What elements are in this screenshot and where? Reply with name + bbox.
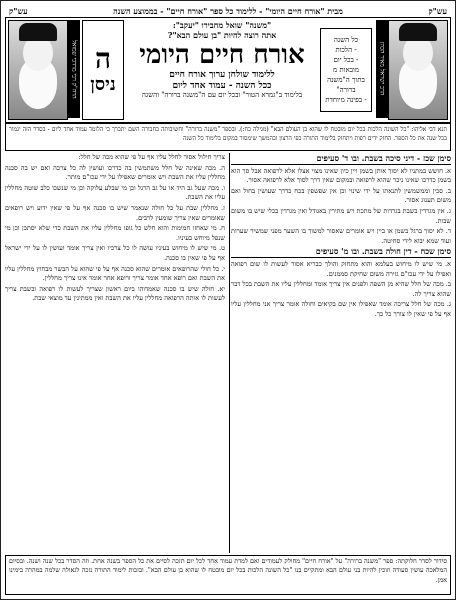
date-number: ה — [94, 42, 112, 75]
paragraph: ה. מכה שאינה של חלל משתמשין בה כדרכו ועושין לה כל צרכה ואם יש בה סכנה מחללין עליו את השבת ויש אומרים שאפילו על ידי עכו"ם מותר. — [5, 163, 225, 182]
intro-box: תנא דבי אליהו: "כל השונה הלכות בכל יום מובטח לו שהוא בן העולם הבא" (מגילה כח:). ובספר "משנה ברורה" וחשיבותה בחבורה השם יתברך כי הלומד עמוד אחד ליום - בסדר הזה יגמור בכל שנה את כל הספר. החזק ידים רפות ויתחזק בלימוד התורה כפי הרצון ובהמשך שימסור במקום בלימוד כל השנה — [5, 123, 451, 151]
top-line — [9, 5, 447, 17]
info-box — [320, 28, 372, 112]
paragraph: צריך חילול אסור לחלל עליו אף על פי שהוא מכה של חלל: — [78, 153, 225, 161]
portrait-left — [8, 20, 68, 120]
info-box-line: בתוך ה"משנה — [327, 76, 365, 84]
portrait-left-caption: הרה"ק רבי מרדכי שמואל — [68, 20, 80, 118]
info-box-line: ברורה" — [336, 86, 356, 94]
section-heading: סימן שכח - דין חולה בשבת. ובו מ' סעיפים — [231, 247, 451, 258]
date-box — [82, 20, 124, 120]
banner-line-3: ללימוד שולחן ערוך אורח חיים — [169, 70, 275, 80]
footer-note: סידור לסדר חלוקתה: ספר "משנה ברורה" על "אורח חיים" מחולק לעמודים ואם למדת עמוד אחד לכל יום תזכה לסיים את כל הספר בשנה אחת. וזה הסדר בכל שנה ושנה. ובסיום המלאכה עושין סעודה וזוכין להיות בני עולם הבא ומתקיים בנו "כל השונה הלכות בכל יום מובטח לו שהוא בן עולם הבא". ובזכות לימוד התורה נזכה לגאולה שלמה במהרה בימינו אמן. — [5, 555, 451, 595]
paragraph: ו. מכה שעל גב היד או על גב הרגל וכן מי שבלע עלוקה וכן מי שנשכו כלב שוטה מחללין עליו את השבת. — [5, 183, 225, 202]
info-box-line: - בפינה מיוחדת — [325, 96, 367, 104]
left-column — [5, 153, 225, 553]
paragraph: יא. חולה שיש בו סכנה שאמדוהו ביום ראשון שצריך לעשות לו רפואה ובשבת צריך לעשות לו אותה הרפואה מחללין עליו את השבת ואין ממתינין עד מוצאי שבת. — [5, 284, 225, 303]
paragraph: ז. מחללין שבת על כל חולה שנאמר שיש בו סכנה אף על פי שאין ידוע ויש רופאים שאומרים שאין צריך שומעין לרבים. — [5, 203, 225, 222]
paragraph: ג. אין מגרדין בשבת בגרדות של מתכת ויש מתירין באגודל ואין מגרדין בכלי שיש בו משום שבות. — [231, 206, 451, 225]
banner-line-2: אתה רוצה להיות "בן עולם הבא"? — [167, 30, 277, 40]
banner-center — [126, 20, 318, 99]
info-box-line: כל השנה — [333, 36, 359, 44]
top-left-label: עש"ק — [9, 6, 28, 16]
paragraph: ט. מי שיש לו מיחוש בעיניו עושה לו כל צרכיו ואין צריך אומד ועושין לו על ידי ישראל אף על פי שאין בו סכנה. — [5, 244, 225, 262]
paragraph: ב. מכה של חלל שהיא מן השפה ולפנים אין צריך אומד ומחללין עליו את השבת בכל דבר שהוא צריך לה. — [231, 280, 451, 298]
date-month: ניסן — [90, 74, 116, 95]
banner-line-5: בלימוד ב"גמרא הטור" ובכל יום עם ה"משנה ברורה" והשגה — [141, 91, 303, 99]
section-heading: סימן שכז - דיני סיכה בשבת. ובו ד' סעיפים — [231, 154, 451, 165]
paragraph: ב. סכין וממשמשין לתנאתו על ידי שינוי וכן אין שפשפין בכח כדרך שעושין בחול ואם משום תענוג אסור. — [231, 186, 451, 205]
header-banner — [5, 17, 451, 123]
column-divider — [229, 153, 230, 553]
banner-line-1: "משנה" שואל מחבירו "יעקב": — [172, 20, 272, 30]
info-box-line: - הלכות — [335, 46, 357, 54]
paragraph: ד. לא יסוך ברגל בשמן או ביין ויש אומרים שאסור למשוך בו השער מפני שמשיר שערות ועוד שמא יבוא לידי סחיטה. — [231, 227, 451, 245]
paragraph: ח. מי שאחזו חמימות והוא חלש כל גופו מחללין עליו את השבת כדי שלא יסתכן וכן מי שנפל מיוחש בעיניו. — [5, 224, 225, 242]
portrait-right-caption: הרב ישראל מאיר הכהן — [376, 20, 388, 118]
paragraph: י. כל חולי שהרופאים אומרים שהוא סכנה אף על פי שהוא על הבשר מבחוץ מחללין עליו את השבת ואם רופא אחד אומר צריך ורופא אחר אומר אינו צריך מחללין. — [5, 264, 225, 283]
top-center-label: מבית "אורח חיים היומי" - ללימוד כל ספר "אורח חיים" - בממוצע השנה — [113, 6, 343, 16]
paragraph: א. מי שיש לו מיחוש בעלמא והוא מתחזק והולך כבריא אסור לעשות לו שום רפואה ואפילו על ידי עכו"ם גזירה משום שחיקת סממנים. — [231, 259, 451, 278]
info-box-line: - בכל יום — [333, 56, 359, 64]
portrait-right — [388, 20, 448, 120]
info-box-line: מובאות מ — [333, 66, 359, 74]
paragraph: א. חושש במתניו לא יסוך אותן בשמן ויין כיון שאינו מצוי אצלו אלא לרפואה אבל סך הוא בשמן כדרכו שאינו ניכר שהוא לרפואה ובמקום שאין דרך לסוך אלא לרפואה אסור. — [231, 166, 451, 185]
page-title: אורח חיים היומי — [139, 40, 305, 70]
paragraph: ג. מכה של חלל צריכה אומד שאפילו אין שם בקיאים וחולה אומר צריך אני מחללין עליו אף על פי שאין לו צורך כל כך. — [231, 300, 451, 318]
banner-line-4: ככל השנה - עמוד אחד ליום — [172, 81, 272, 91]
top-right-label: עש"ק — [428, 6, 447, 16]
right-column — [231, 153, 451, 553]
